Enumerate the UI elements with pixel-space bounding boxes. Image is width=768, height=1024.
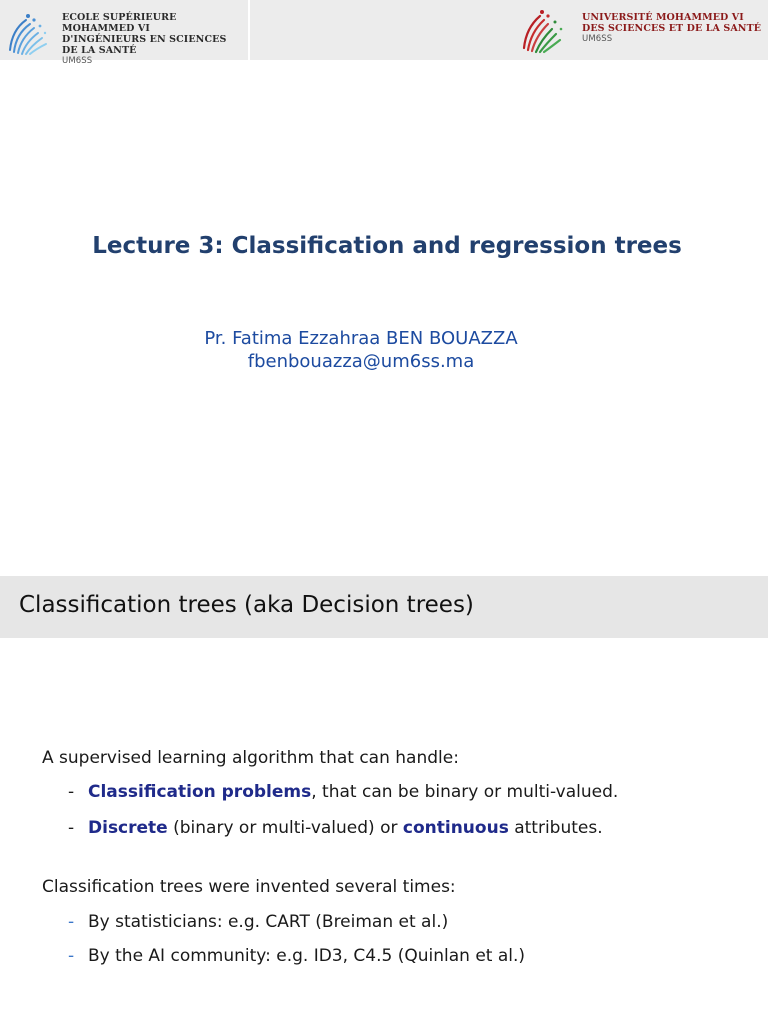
author-email: fbenbouazza@um6ss.ma xyxy=(247,351,475,372)
school-name xyxy=(62,12,252,67)
school-name-line2: D'INGÉNIEURS EN SCIENCES xyxy=(62,34,227,45)
lecture-title: Lecture 3: Classification and regression trees xyxy=(92,233,682,259)
author-name: Pr. Fatima Ezzahraa BEN BOUAZZA xyxy=(204,328,518,349)
intro-text: A supervised learning algorithm that can handle: xyxy=(42,748,459,768)
section-band xyxy=(0,576,768,638)
university-name xyxy=(582,12,768,45)
list-item-statisticians xyxy=(68,912,448,932)
keyword-discrete: Discrete xyxy=(88,818,168,838)
university-acronym: UM6SS xyxy=(582,34,613,44)
list-item-rest: , that can be binary or multi-valued. xyxy=(311,782,619,802)
school-acronym: UM6SS xyxy=(62,56,93,66)
university-name-line2: DES SCIENCES ET DE LA SANTÉ xyxy=(582,23,762,34)
list-dash: - xyxy=(68,782,75,802)
list-item-text: By the AI community: e.g. ID3, C4.5 (Quinlan et al.) xyxy=(88,946,526,966)
list-item-classification xyxy=(68,782,618,802)
red-green-arc-logo-icon xyxy=(518,4,578,56)
list-item-middle: (binary or multi-valued) or xyxy=(167,818,403,838)
keyword-classification-problems: Classification problems xyxy=(88,782,312,802)
list-dash: - xyxy=(68,946,75,966)
list-dash: - xyxy=(68,818,75,838)
intro-text-2: Classification trees were invented several times: xyxy=(42,877,456,897)
author-block xyxy=(0,327,722,373)
list-item-text: By statisticians: e.g. CART (Breiman et al.) xyxy=(88,912,449,932)
university-name-line1: UNIVERSITÉ MOHAMMED VI xyxy=(582,12,744,23)
section-title: Classification trees (aka Decision trees) xyxy=(19,592,474,618)
blue-arc-logo-icon xyxy=(4,6,56,58)
keyword-continuous: continuous xyxy=(402,818,509,838)
school-name-line1: ECOLE SUPÉRIEURE MOHAMMED VI xyxy=(62,12,177,34)
list-dash: - xyxy=(68,912,75,932)
list-item-ai-community xyxy=(68,946,525,966)
list-item-rest: attributes. xyxy=(508,818,603,838)
school-name-line3: DE LA SANTÉ xyxy=(62,45,137,56)
list-item-attributes xyxy=(68,818,603,838)
